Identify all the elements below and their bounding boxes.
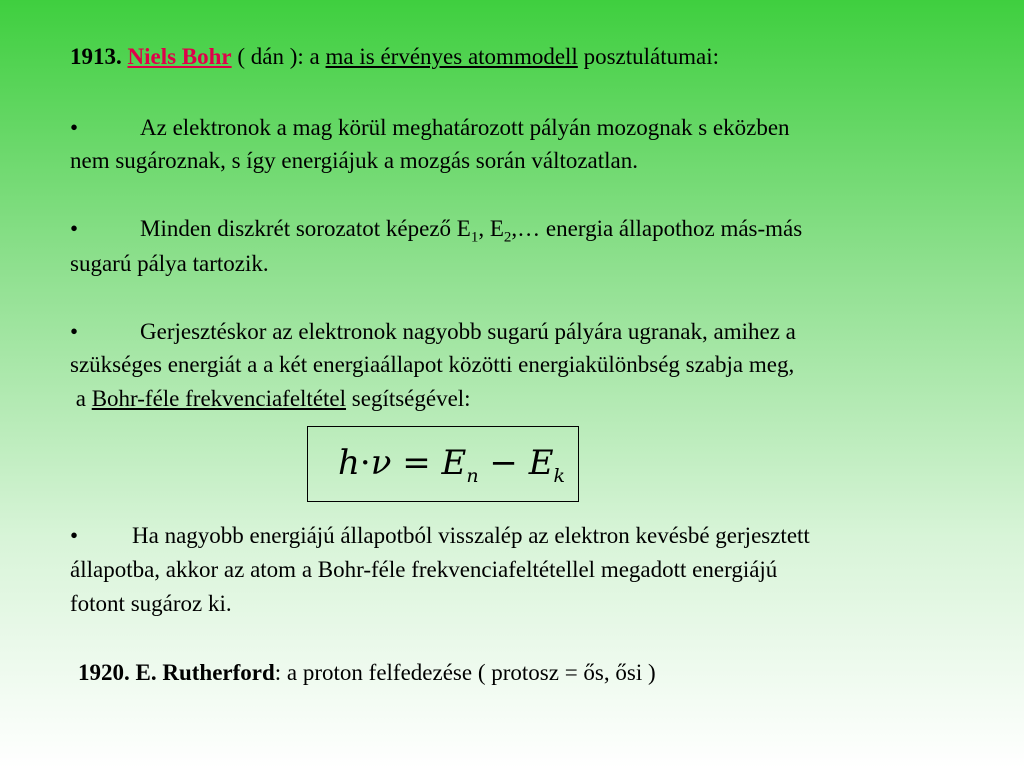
rutherford-line [78, 658, 656, 688]
postulate-3-post: segítségével: [346, 386, 471, 411]
postulate-3-line-3 [70, 384, 471, 414]
formula-sub-n: n [466, 464, 479, 487]
intro-text-2: posztulátumai: [577, 44, 719, 69]
postulate-4-line-1 [70, 521, 810, 551]
formula-minus: − [478, 443, 529, 483]
formula-nu: ν [370, 443, 392, 483]
rutherford-title: 1920. E. Rutherford [78, 660, 275, 685]
postulate-4-line-3: fotont sugároz ki. [70, 591, 232, 616]
bullet-3: • [70, 319, 79, 344]
formula-h: h [338, 443, 360, 483]
formula-box [307, 426, 579, 502]
bohr-frequency-link[interactable]: Bohr-féle frekvenciafeltétel [91, 386, 347, 411]
rutherford-text: : a proton felfedezése ( protosz = ős, ősi ) [274, 660, 656, 685]
atom-model-link[interactable]: ma is érvényes atommodell [325, 44, 578, 69]
formula-dot: · [359, 443, 371, 483]
intro-line [70, 42, 719, 72]
formula-sub-k: k [553, 464, 566, 487]
subscript-1: 1 [470, 229, 479, 246]
intro-year: 1913. [70, 44, 122, 69]
postulate-1-line-1 [70, 113, 790, 143]
bohr-name-link[interactable]: Niels Bohr [127, 44, 232, 69]
bullet-1: • [70, 115, 79, 140]
bullet-4: • [70, 523, 79, 548]
bohr-frequency-formula [338, 441, 565, 485]
bullet-2: • [70, 216, 79, 241]
postulate-3-text-1: Gerjesztéskor az elektronok nagyobb sugarú pályára ugranak, amihez a [140, 319, 796, 344]
postulate-2-text-b: , E [478, 216, 504, 241]
formula-equals: = [391, 443, 442, 483]
postulate-1-text-1: Az elektronok a mag körül meghatározott pályán mozognak s eközben [140, 115, 790, 140]
subscript-2: 2 [503, 229, 512, 246]
formula-e1: E [441, 443, 467, 483]
postulate-3-pre: a [70, 386, 92, 411]
postulate-2-line-2: sugarú pálya tartozik. [70, 251, 269, 276]
postulate-2-text-a: Minden diszkrét sorozatot képező E [140, 216, 471, 241]
postulate-2-line-1 [70, 214, 802, 244]
postulate-3-line-2: szükséges energiát a a két energiaállapot közötti energiakülönbség szabja meg, [70, 352, 795, 377]
formula-e2: E [528, 443, 554, 483]
intro-text-1: ( dán ): a [231, 44, 326, 69]
postulate-1-line-2: nem sugároznak, s így energiájuk a mozgás során változatlan. [70, 148, 639, 173]
postulate-4-line-2: állapotba, akkor az atom a Bohr-féle frekvenciafeltétellel megadott energiájú [70, 557, 778, 582]
postulate-2-text-c: ,… energia állapothoz más-más [511, 216, 803, 241]
postulate-4-text-1: Ha nagyobb energiájú állapotból visszalép az elektron kevésbé gerjesztett [132, 523, 810, 548]
postulate-3-line-1 [70, 317, 796, 347]
